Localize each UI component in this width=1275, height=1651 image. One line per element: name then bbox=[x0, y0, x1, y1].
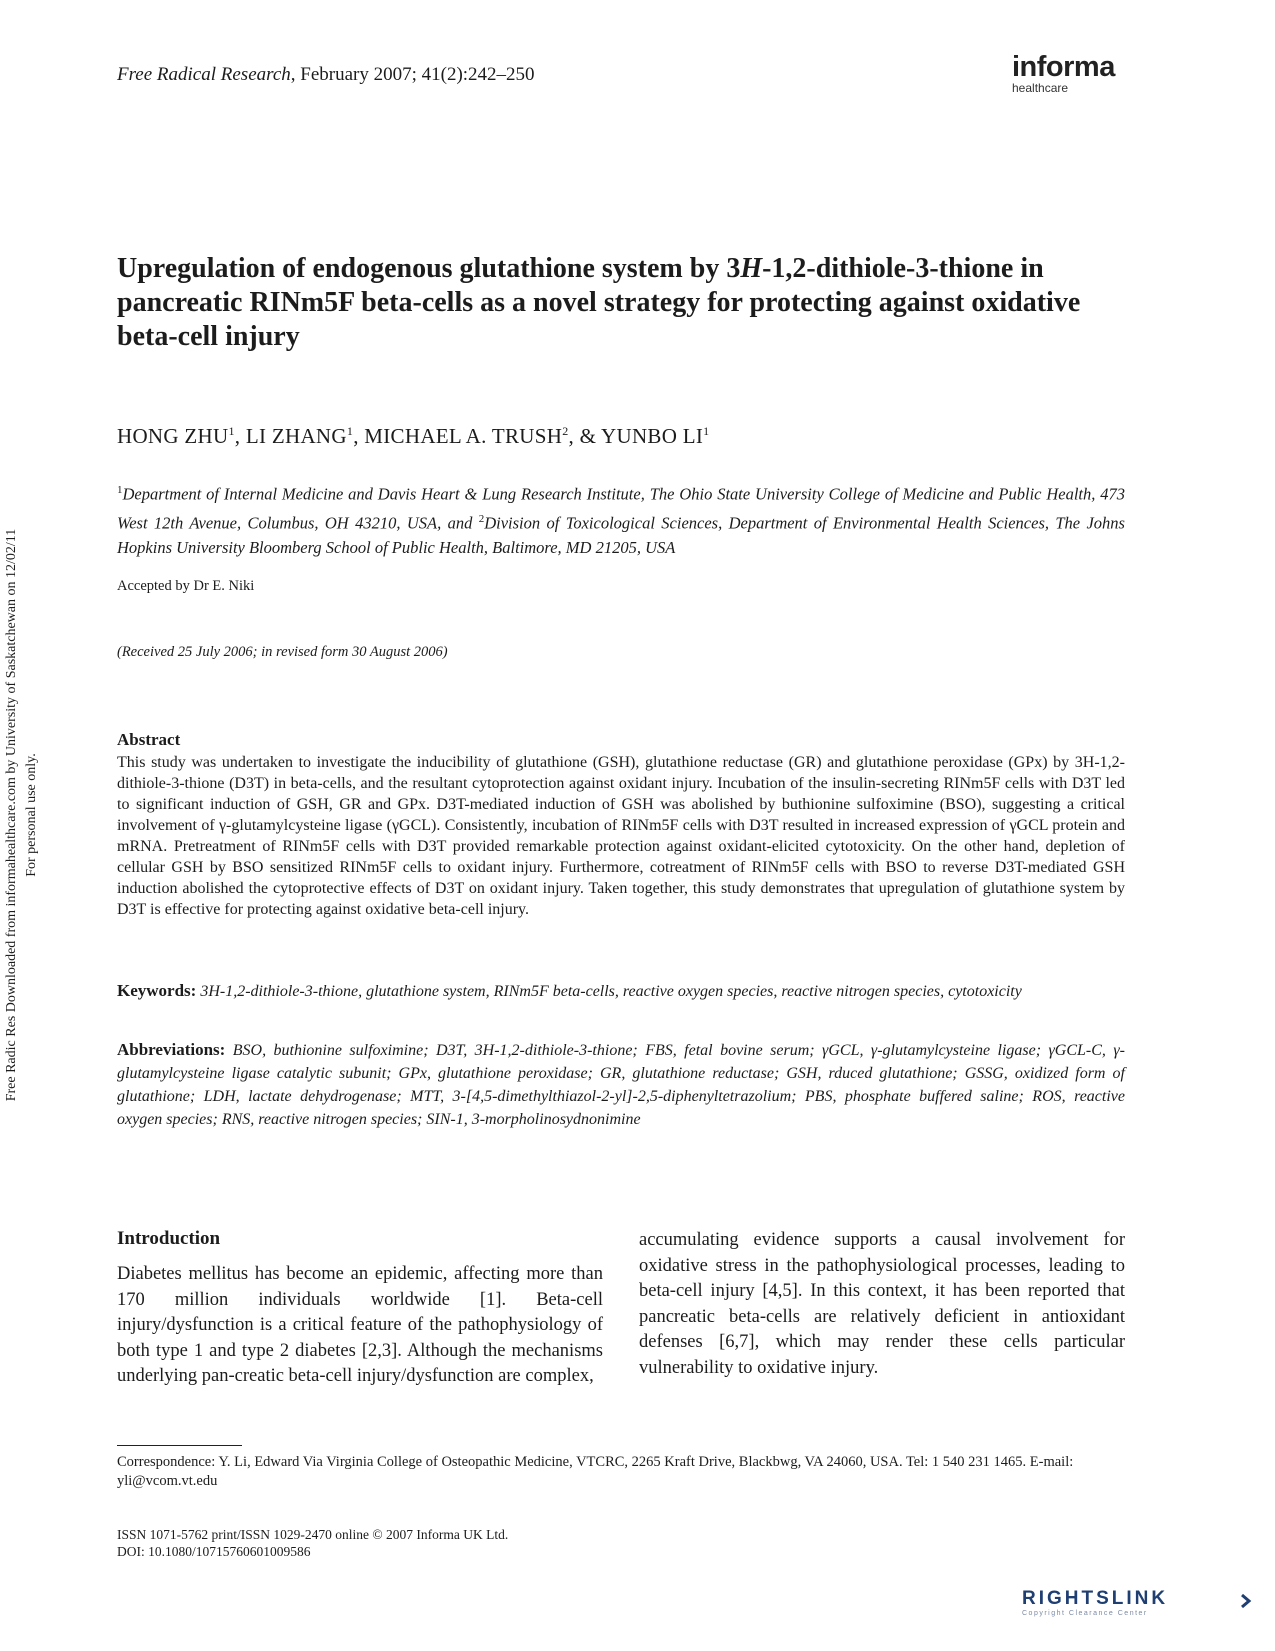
abbreviations-label: Abbreviations: bbox=[117, 1040, 226, 1059]
keywords bbox=[117, 980, 1125, 1003]
author: LI ZHANG$^1$, bbox=[245, 424, 365, 448]
abbreviations bbox=[117, 1038, 1125, 1131]
introduction-heading: Introduction bbox=[117, 1228, 221, 1249]
author: MICHAEL A. TRUSH$^2$, & bbox=[364, 424, 602, 448]
author-list bbox=[117, 424, 709, 449]
affiliations: $^1$Department of Internal Medicine and Davis Heart & Lung Research Institute, The Ohio State University College of Medicine and Public Health, 473 West 12th Avenue, Columbus, OH 43210, USA, and $^2$Division of Toxicological Sciences, Department of Environmental Health Sciences, The Johns Hopkins University Bloomberg School of Public Health, Baltimore, MD 21205, USA bbox=[117, 484, 1125, 557]
received-dates: (Received 25 July 2006; in revised form 30 August 2006) bbox=[117, 644, 448, 660]
footnote-rule bbox=[117, 1445, 242, 1446]
title-part-1: Upregulation of endogenous glutathione system by 3 bbox=[117, 253, 741, 284]
title-part-2: -1,2-dithiole-3-thione in pancreatic RINm5F beta-cells as a novel strategy for protecting against oxidative beta-cell injury bbox=[117, 253, 1081, 352]
download-notice-line-1: Free Radic Res Downloaded from informahealthcare.com by University of Saskatchewan on 12/02/11 bbox=[4, 528, 19, 1102]
keywords-text: 3H-1,2-dithiole-3-thione, glutathione system, RINm5F beta-cells, reactive oxygen species, reactive nitrogen species, cytotoxicity bbox=[200, 983, 1022, 1000]
introduction-column-1: Diabetes mellitus has become an epidemic, affecting more than 170 million individuals worldwide [1]. Beta-cell injury/dysfunction is a critical feature of the pathophysiology of both type 1 and type 2 diabetes [2,3]. Although the mechanisms underlying pan-creatic beta-cell injury/dysfunction are complex, bbox=[117, 1264, 603, 1386]
introduction-column-2: accumulating evidence supports a causal involvement for oxidative stress in the pathophysiological processes, leading to beta-cell injury [4,5]. In this context, it has been reported that pancreatic beta-cells are relatively deficient in antioxidant defenses [6,7], which may render these cells particular vulnerability to oxidative injury. bbox=[639, 1230, 1125, 1378]
publisher-logo[interactable] bbox=[1012, 52, 1122, 95]
keywords-label: Keywords: bbox=[117, 981, 197, 1000]
logo-wordmark: informa bbox=[1012, 51, 1115, 83]
accepted-by: Accepted by Dr E. Niki bbox=[117, 578, 255, 594]
author: YUNBO $LI^1$ bbox=[601, 424, 710, 448]
journal-issue: , February 2007; 41(2):242–250 bbox=[290, 64, 535, 85]
rightslink-subtitle: Copyright Clearance Center bbox=[1022, 1610, 1148, 1617]
title-italic-h: H bbox=[740, 253, 763, 284]
download-notice bbox=[2, 465, 42, 1165]
abbreviations-text: BSO, buthionine sulfoximine; D3T, 3H-1,2-dithiole-3-thione; FBS, fetal bovine serum; γGCL, γ-glutamylcysteine ligase; γGCL-C, γ-glutamylcysteine ligase catalytic subunit; GPx, glutathione peroxidase; GR, glutathione reductase; GSH, rduced glutathione; GSSG, oxidized form of glutathione; LDH, lactate dehydrogenase; MTT, 3-[4,5-dimethylthiazol-2-yl]-2,5-diphenyltetrazolium; PBS, phosphate buffered saline; ROS, reactive oxygen species; RNS, reactive nitrogen species; SIN-1, 3-morpholinosydnonimine bbox=[117, 1042, 1126, 1128]
logo-subtitle: healthcare bbox=[1012, 81, 1069, 95]
abstract-body: This study was undertaken to investigate the inducibility of glutathione (GSH), glutathione reductase (GR) and glutathione peroxidase (GPx) by 3H-1,2-dithiole-3-thione (D3T) in beta-cells, and the resultant cytoprotection against oxidant injury. Incubation of the insulin-secreting RINm5F cells with D3T led to significant induction of GSH, GR and GPx. D3T-mediated induction of GSH was abolished by buthionine sulfoximine (BSO), suggesting a critical involvement of γ-glutamylcysteine ligase (γGCL). Consistently, incubation of RINm5F cells with D3T resulted in increased expression of γGCL protein and mRNA. Pretreatment of RINm5F cells with D3T provided remarkable protection against oxidant-elicited cytotoxicity. On the other hand, depletion of cellular GSH by BSO sensitized RINm5F cells to oxidant injury. Furthermore, cotreatment of RINm5F cells with BSO to reverse D3T-mediated GSH induction abolished the cytoprotective effects of D3T on oxidant injury. Taken together, this study demonstrates that upregulation of glutathione system by D3T is effective for protecting against oxidative beta-cell injury. bbox=[117, 754, 1125, 918]
correspondence-footnote: Correspondence: Y. Li, Edward Via Virginia College of Osteopathic Medicine, VTCRC, 2265 Kraft Drive, Blackbwg, VA 24060, USA. Tel: 1 540 231 1465. E-mail: yli@vcom.vt.edu bbox=[117, 1454, 1074, 1489]
issn-line: ISSN 1071-5762 print/ISSN 1029-2470 online © 2007 Informa UK Ltd. bbox=[117, 1527, 509, 1542]
rightslink-arrow-icon bbox=[1238, 1592, 1256, 1610]
author: HONG ZHU$^1$, bbox=[117, 424, 246, 448]
journal-citation bbox=[117, 64, 535, 86]
issn-block bbox=[117, 1526, 508, 1560]
rightslink-logo[interactable]: RIGHTSLINK bbox=[1022, 1588, 1169, 1609]
article-title bbox=[117, 252, 1127, 354]
download-notice-line-2: For personal use only. bbox=[24, 753, 39, 877]
doi-line: DOI: 10.1080/10715760601009586 bbox=[117, 1544, 311, 1559]
abstract-heading: Abstract bbox=[117, 730, 181, 749]
journal-name: Free Radical Research bbox=[117, 64, 291, 85]
